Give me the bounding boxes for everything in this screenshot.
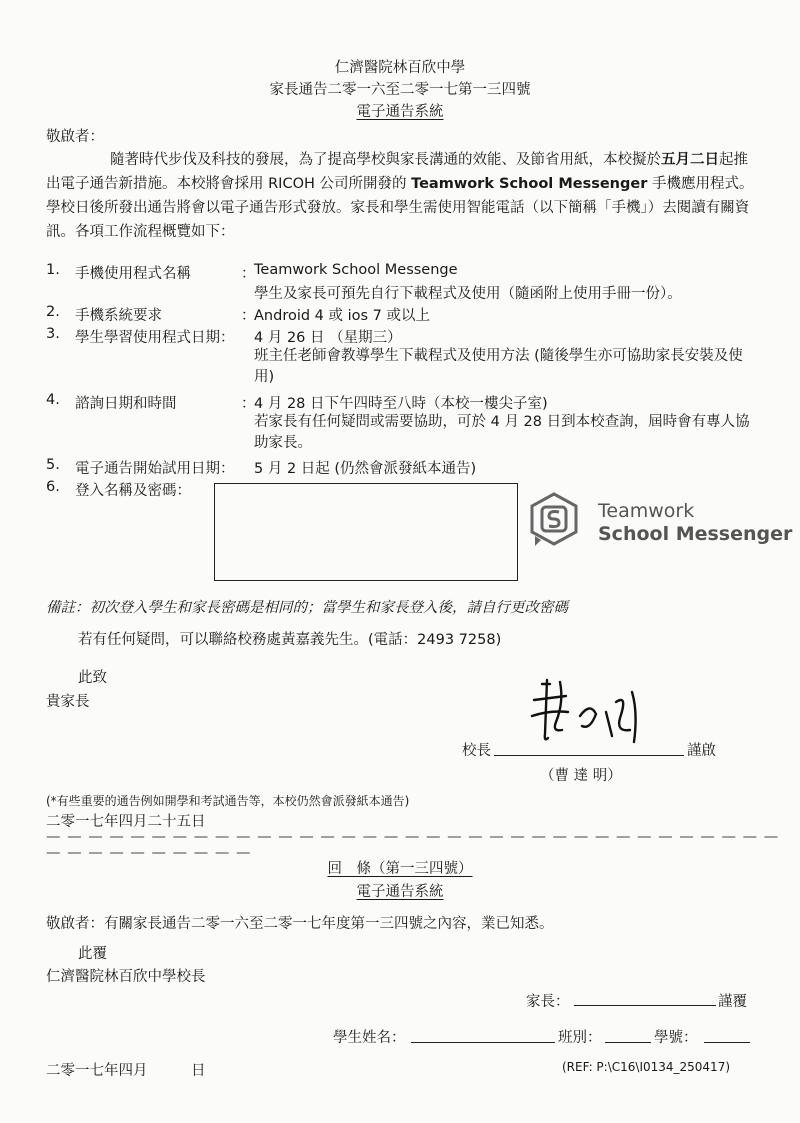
notice-subject: 電子通告系統	[356, 104, 444, 120]
reference-code: (REF: P:\C16\I0134_250417)	[562, 1060, 731, 1074]
list-extra-3: 班主任老師會教導學生下載程式及使用方法 (隨後學生亦可協助家長安裝及使用)	[254, 348, 743, 385]
intro-date: 五月二日	[661, 152, 719, 168]
intro-paragraph	[46, 148, 758, 244]
school-name: 仁濟醫院林百欣中學	[334, 60, 466, 76]
logo-line-1: Teamwork	[598, 500, 695, 522]
contact-info: 若有任何疑問，可以聯絡校務處黃嘉義先生。(電話：2493 7258)	[78, 632, 502, 648]
notice-number: 家長通告二零一六至二零一七第一三四號	[269, 82, 531, 98]
intro-text-3: 手機應用程式。學校日後所發出通告將會以電子通告形式發放。家長和學生需使用智能電話（以下簡稱「手機」）去閱讀有關資訊。各項工作流程概覽如下：	[46, 176, 754, 240]
remark: 備註：初次登入學生和家長密碼是相同的；當學生和家長登入後，請自行更改密碼	[46, 600, 568, 616]
student-no-label: 學號：	[654, 1030, 698, 1046]
list-label-4: 諮詢日期和時間	[75, 396, 177, 412]
intro-text-1: 隨著時代步伐及科技的發展，為了提高學校與家長溝通的效能、及節省用紙，本校擬於	[110, 152, 661, 168]
greeting: 敬啟者：	[46, 129, 104, 145]
list-extra-4: 若家長有任何疑問或需要協助，可於 4 月 28 日到本校查詢，屆時會有專人協助家長。	[254, 414, 750, 451]
reply-date: 二零一七年四月 日	[46, 1063, 206, 1079]
list-value-1: Teamwork School Messenge	[254, 262, 458, 278]
list-value-3: 4 月 26 日 （星期三）	[254, 330, 402, 346]
principal-name: （曹 達 明）	[540, 768, 622, 784]
intro-text-2: 起推出電子通告新措施。本校將會採用 RICOH 公司所開發的	[46, 152, 748, 192]
list-label-3: 學生學習使用程式日期：	[75, 330, 235, 346]
reply-title-wrap	[0, 857, 800, 878]
list-label-6: 登入名稱及密碼：	[75, 483, 191, 499]
s-chat-bubble-icon	[529, 492, 579, 548]
footnote: (*有些重要的通告例如開學和考試通告等，本校仍然會派發紙本通告)	[46, 794, 410, 808]
parent-signature-field[interactable]	[574, 1005, 716, 1006]
reply-to: 仁濟醫院林百欣中學校長	[46, 969, 206, 985]
list-value-5: 5 月 2 日起 (仍然會派發紙本通告)	[254, 461, 477, 477]
closing-salutation: 此致	[78, 670, 107, 686]
parent-label: 家長：	[526, 994, 570, 1010]
list-num-6: 6.	[46, 479, 60, 495]
addressee: 貴家長	[46, 694, 90, 710]
list-extra-1: 學生及家長可預先自行下載程式及使用（隨函附上使用手冊一份）。	[254, 286, 682, 302]
list-num-2: 2.	[46, 304, 60, 320]
reply-ack: 敬啟者：有關家長通告二零一六至二零一七年度第一三四號之內容，業已知悉。	[46, 916, 554, 932]
student-name-field[interactable]	[411, 1042, 555, 1043]
list-colon-4: ：	[241, 396, 256, 412]
list-value-4: 4 月 28 日下午四時至八時（本校一樓尖子室)	[254, 396, 548, 412]
reply-subject: 電子通告系統	[356, 884, 444, 900]
reply-title: 回 條（第一三四號）	[327, 861, 473, 877]
reply-subject-wrap	[0, 880, 800, 901]
logo-line-2: School Messenger	[598, 523, 793, 545]
class-label: 班別：	[558, 1030, 602, 1046]
signature-icon	[520, 672, 660, 752]
list-num-3: 3.	[46, 326, 60, 342]
login-credentials-box	[214, 483, 518, 581]
list-num-4: 4.	[46, 392, 60, 408]
list-colon-1: ：	[241, 266, 256, 282]
list-value-2: Android 4 或 ios 7 或以上	[254, 308, 431, 324]
principal-label: 校長	[462, 743, 491, 759]
student-no-field[interactable]	[704, 1042, 750, 1043]
cut-line: — — — — — — — — — — — — — — — — — — — — — — — — — — — — — — — — — — — — — — — — — — — — —	[46, 829, 780, 861]
intro-app-name: Teamwork School Messenger	[411, 176, 648, 192]
list-label-2: 手機系統要求	[75, 308, 162, 324]
subject-wrap	[0, 100, 800, 121]
reply-closing: 此覆	[78, 946, 107, 962]
list-num-5: 5.	[46, 457, 60, 473]
student-name-label: 學生姓名：	[333, 1030, 406, 1046]
issue-date: 二零一七年四月二十五日	[46, 814, 206, 830]
list-label-1: 手機使用程式名稱	[75, 266, 191, 282]
list-num-1: 1.	[46, 262, 60, 278]
list-label-5: 電子通告開始試用日期：	[75, 461, 235, 477]
principal-signature-line	[494, 755, 684, 756]
class-field[interactable]	[605, 1042, 651, 1043]
respect-closing: 謹啟	[687, 743, 716, 759]
list-colon-2: ：	[241, 308, 256, 324]
parent-respect: 謹覆	[718, 994, 747, 1010]
